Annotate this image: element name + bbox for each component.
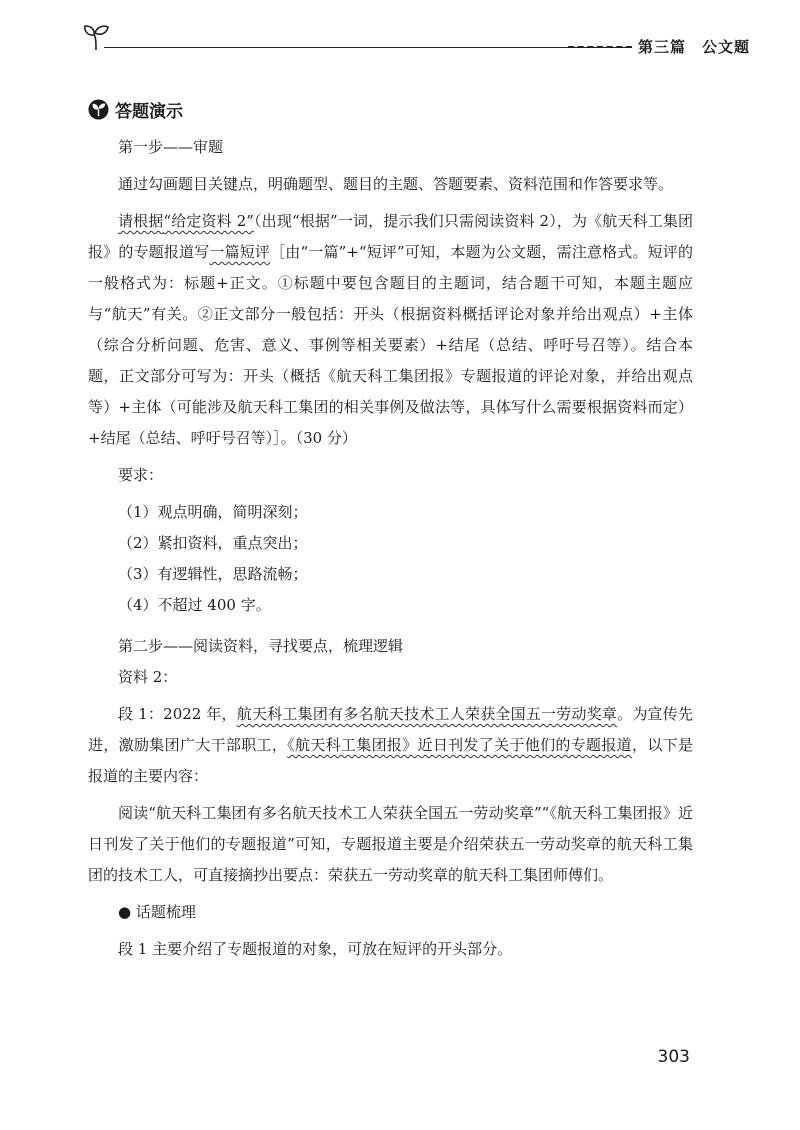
requirement-item: （3）有逻辑性，思路流畅； xyxy=(118,565,308,583)
question-part-e: ［由“一篇”+“短评”可知，本题为公文题，需注意格式。短评的一般格式为：标题+正文。①标题中要包含题目的主题词，结合题干可知，本题主题应与“航天”有关。②正文部分一般包括：开头（根据资料概括评论对象并给出观点）+主体（综合分析问题、危害、意义、事例等相关要素）+结尾（总结、呼吁号召等）。结合本题，正文部分可写为：开头（概括《航天科工集团报》专题报道的评论对象，并给出观点等）+主体（可能涉及航天科工集团的相关事例及做法等，具体写什么需要根据资料而定）+结尾（总结、呼吁号召等）］。（30 分） xyxy=(88,243,693,447)
question-keyword-2: “给定资料 2” xyxy=(163,212,254,230)
sprout-badge-icon xyxy=(88,99,109,120)
topic-paragraph: 段 1 主要介绍了专题报道的对象，可放在短评的开头部分。 xyxy=(118,940,513,958)
material-keyphrase-2: 《航天科工集团报》近日刊发了关于他们的专题报道 xyxy=(287,736,633,754)
header-part: 第三篇 xyxy=(638,38,687,56)
header-rule-dashes xyxy=(568,46,632,48)
question-keyword-1: 请根据 xyxy=(118,212,164,230)
question-keyword-3: 一篇短评 xyxy=(209,243,271,261)
material-paragraph-1 xyxy=(88,699,693,792)
analysis-paragraph: 阅读“航天科工集团有多名航天技术工人荣获全国五一劳动奖章”“《航天科工集团报》近日刊发了关于他们的专题报道”可知，专题报道主要是介绍荣获五一劳动奖章的航天科工集团的技术工人，可直接摘抄出要点：荣获五一劳动奖章的航天科工集团师傅们。 xyxy=(88,804,693,884)
header-section-label xyxy=(638,36,750,57)
question-paragraph xyxy=(88,206,693,454)
topic-heading: ● 话题梳理 xyxy=(118,903,196,921)
step2-title: 第二步——阅读资料，寻找要点，梳理逻辑 xyxy=(118,637,404,655)
section-title: 答题演示 xyxy=(115,101,183,122)
header-rule xyxy=(104,47,632,48)
page-number: 303 xyxy=(657,1047,690,1067)
page-header xyxy=(82,22,751,62)
material-label: 资料 2： xyxy=(118,668,178,686)
question-part-c: （出现“根据”一词，提示我们只需阅读资料 2），为《航天科工集团报》的专题报道写 xyxy=(88,212,693,261)
material-part-e: ，以下是报道的主要内容： xyxy=(88,736,693,785)
section-heading xyxy=(88,96,693,122)
requirement-item: （4）不超过 400 字。 xyxy=(118,596,271,614)
requirement-item: （1）观点明确，简明深刻； xyxy=(118,503,308,521)
step1-intro: 通过勾画题目关键点，明确题型、题目的主题、答题要素、资料范围和作答要求等。 xyxy=(118,175,674,193)
step1-title: 第一步——审题 xyxy=(118,138,224,156)
material-keyphrase-1: 航天科工集团有多名航天技术工人荣获全国五一劳动奖章 xyxy=(236,705,618,723)
material-part-c: 。为宣传先进，激励集团广大干部职工， xyxy=(88,705,693,754)
header-category: 公文题 xyxy=(702,38,751,56)
requirement-item: （2）紧扣资料，重点突出； xyxy=(118,534,308,552)
requirements-title: 要求： xyxy=(118,466,164,484)
material-part-a: 段 1：2022 年， xyxy=(118,705,237,723)
main-content xyxy=(88,96,693,965)
